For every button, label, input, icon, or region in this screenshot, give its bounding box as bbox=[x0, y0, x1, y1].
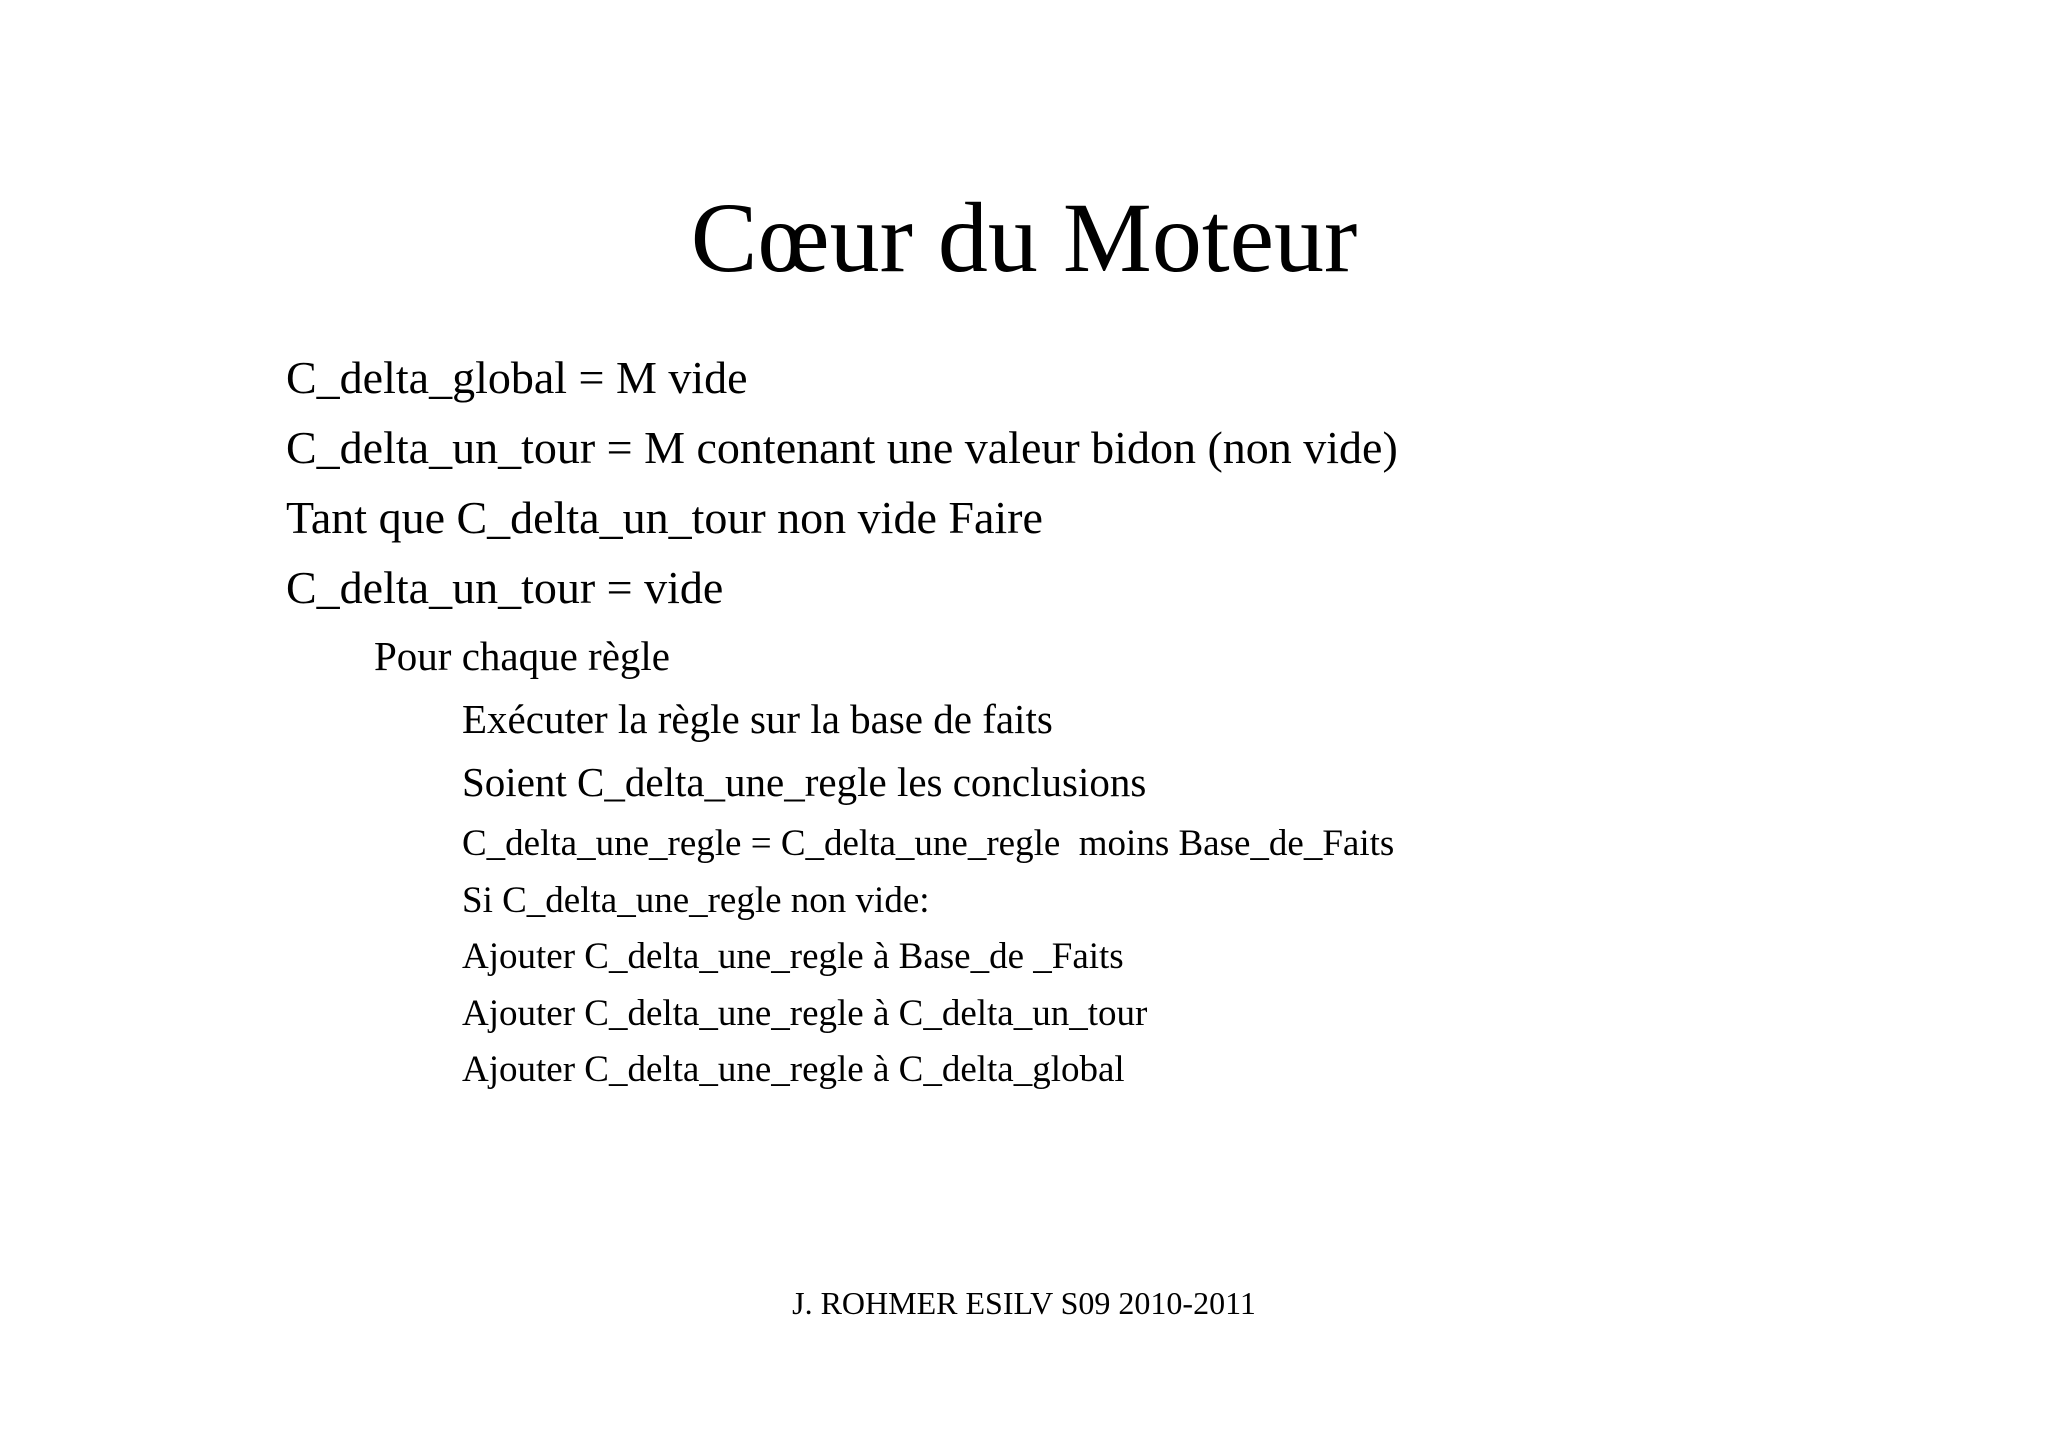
algorithm-line: Pour chaque règle bbox=[374, 633, 670, 679]
algorithm-line: C_delta_un_tour = vide bbox=[286, 562, 724, 613]
slide-footer: J. ROHMER ESILV S09 2010-2011 bbox=[792, 1285, 1256, 1321]
algorithm-line: Si C_delta_une_regle non vide: bbox=[462, 880, 930, 921]
algorithm-line: Ajouter C_delta_une_regle à Base_de _Faits bbox=[462, 936, 1124, 977]
algorithm-line: C_delta_global = M vide bbox=[286, 352, 748, 403]
algorithm-line: C_delta_une_regle = C_delta_une_regle moins Base_de_Faits bbox=[462, 823, 1395, 864]
slide-title: Cœur du Moteur bbox=[690, 182, 1358, 293]
algorithm-line: Tant que C_delta_un_tour non vide Faire bbox=[286, 492, 1043, 543]
algorithm-line: C_delta_un_tour = M contenant une valeur bidon (non vide) bbox=[286, 422, 1398, 473]
algorithm-line: Ajouter C_delta_une_regle à C_delta_global bbox=[462, 1049, 1125, 1090]
algorithm-line: Exécuter la règle sur la base de faits bbox=[462, 696, 1053, 742]
algorithm-line: Ajouter C_delta_une_regle à C_delta_un_tour bbox=[462, 993, 1148, 1034]
algorithm-line: Soient C_delta_une_regle les conclusions bbox=[462, 759, 1147, 805]
